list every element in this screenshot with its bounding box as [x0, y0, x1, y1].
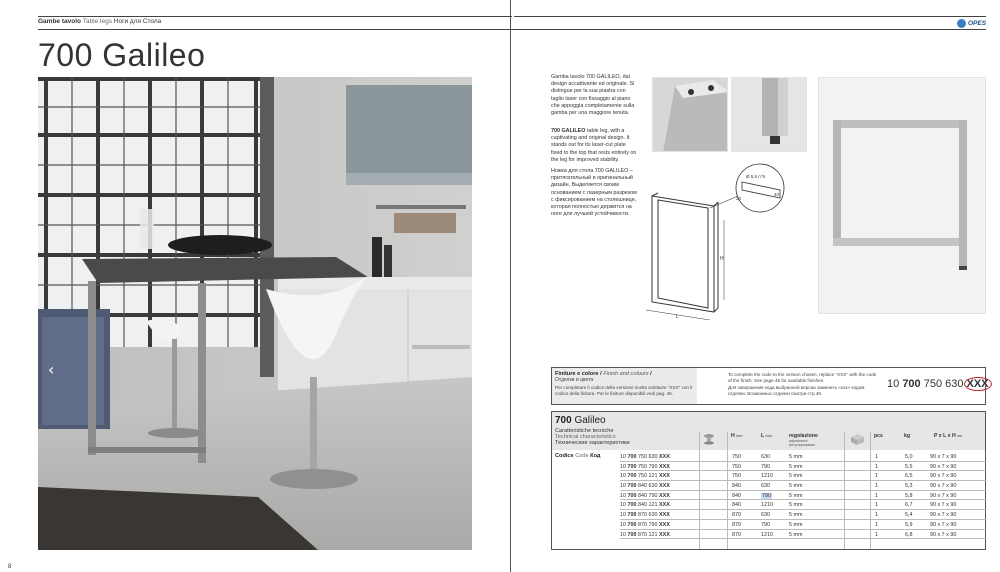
leg-detail-photo-foot	[731, 77, 807, 152]
pcs-cell: 1	[875, 473, 878, 480]
code-cell	[620, 512, 670, 518]
section-label-en: Table legs	[82, 18, 112, 25]
description-italian	[551, 74, 637, 117]
table-row	[620, 510, 986, 520]
spec-rows	[620, 452, 986, 539]
h-cell: 870	[732, 512, 741, 519]
finishes-note-en: To complete the code to the version chosen, replace "XXX" with the code of the finish. See page 46 for available finishes.	[728, 372, 877, 383]
code-finish: XXX	[659, 483, 670, 490]
code-prefix: 10	[620, 512, 626, 519]
col-adjustment-en: adjustment	[789, 439, 808, 443]
adjustment-cell: 5 mm	[789, 473, 803, 480]
pcs-cell: 1	[875, 512, 878, 519]
description-ru-lead: Ножка для стола 700 GALILEO	[551, 168, 629, 174]
code-prefix: 10	[620, 473, 626, 480]
code-number: 750 790	[638, 463, 658, 470]
l-cell: 1210	[761, 502, 773, 509]
code-number: 870 121	[638, 531, 658, 538]
kg-cell: 5,5	[905, 463, 913, 470]
code-model: 700	[627, 512, 637, 519]
col-adjustment-header: regolazione	[789, 433, 818, 439]
pcs-cell: 1	[875, 502, 878, 509]
description-english	[551, 128, 637, 164]
description-it-text: dal design accattivante ed originale. Si distingue per la sua piastra con taglio laser con fissaggio al piano che appoggia completamente sulla gamba per una maggiore tenuta.	[551, 74, 635, 117]
col-h-unit: mm	[736, 434, 743, 438]
code-finish: XXX	[659, 521, 670, 528]
dims-cell: 90 x 7 x 90	[930, 502, 957, 509]
adjustment-cell: 5 mm	[789, 463, 803, 470]
screw-icon	[702, 432, 716, 446]
col-l-label: L	[761, 433, 765, 439]
col-adjustment-ru: регулирование	[789, 443, 816, 447]
l-cell: 1210	[761, 473, 773, 480]
drawing-dim-a: 20	[736, 196, 742, 201]
brand-logo	[957, 18, 987, 28]
finishes-heading: Finiture e colore / Finish and colours /	[555, 371, 652, 377]
code-model: 700	[627, 492, 637, 499]
table-row	[620, 500, 986, 510]
col-h-header	[731, 433, 743, 439]
code-model: 700	[627, 521, 637, 528]
table-row	[620, 481, 986, 491]
leg-detail-top-illustration	[653, 78, 728, 152]
code-number: 840 790	[638, 492, 658, 499]
kg-cell: 5,0	[905, 454, 913, 460]
finish-code-model: 700	[902, 378, 921, 390]
code-label-en: Code	[575, 453, 589, 459]
spec-title-name: Galileo	[574, 415, 606, 426]
kg-cell: 6,8	[905, 531, 913, 538]
code-label-it: Codice	[555, 453, 574, 459]
pcs-cell: 1	[875, 531, 878, 538]
pcs-cell: 1	[875, 454, 878, 460]
page-gutter	[510, 0, 511, 572]
leg-product-photo	[818, 77, 986, 314]
code-prefix: 10	[620, 492, 626, 499]
page-number: 8	[8, 564, 12, 570]
drawing-l-label: L	[676, 314, 679, 320]
finish-code-example	[887, 378, 992, 390]
pcs-cell: 1	[875, 463, 878, 470]
adjustment-cell: 5 mm	[789, 492, 803, 499]
code-finish: XXX	[659, 502, 670, 509]
code-number: 840 121	[638, 502, 658, 509]
code-number: 870 790	[638, 521, 658, 528]
h-cell: 840	[732, 492, 741, 499]
code-model: 700	[627, 483, 637, 490]
dims-cell: 90 x 7 x 90	[930, 463, 957, 470]
adjustment-cell: 5 mm	[789, 454, 803, 460]
code-number: 840 630	[638, 483, 658, 490]
h-cell: 750	[732, 454, 741, 460]
finishes-note-it: Per completare il codice della versione scelta sostituire "XXX" con il codice della finitura. Per le finiture disponibili vedi pag. 46.	[555, 385, 693, 396]
code-prefix: 10	[620, 463, 626, 470]
leg-product-illustration	[819, 78, 986, 314]
dims-cell: 90 x 7 x 90	[930, 531, 957, 538]
finishes-box	[551, 367, 989, 405]
kg-cell: 5,8	[905, 492, 913, 499]
col-pxlxh-label: P x L x H	[934, 433, 956, 439]
code-finish: XXX	[659, 531, 670, 538]
drawing-plate-label: Ø 5,5 n°6	[746, 174, 766, 179]
spec-title	[555, 415, 606, 426]
technical-drawing	[640, 160, 790, 320]
code-cell	[620, 454, 670, 460]
table-row	[620, 471, 986, 481]
spec-sub-it: Caratteristiche tecniche	[555, 428, 614, 434]
code-finish: XXX	[659, 492, 670, 499]
code-prefix: 10	[620, 531, 626, 538]
col-h-label: H	[731, 433, 735, 439]
code-model: 700	[627, 454, 637, 460]
kg-cell: 6,7	[905, 502, 913, 509]
code-cell	[620, 493, 670, 499]
adjustment-cell: 5 mm	[789, 531, 803, 538]
dims-cell: 90 x 7 x 90	[930, 521, 957, 528]
section-label-it: Gambe tavolo	[38, 18, 81, 25]
spec-table	[551, 411, 986, 550]
h-cell: 870	[732, 521, 741, 528]
code-label	[555, 453, 600, 459]
code-number: 750 121	[638, 473, 658, 480]
code-model: 700	[627, 502, 637, 509]
description-russian	[551, 168, 637, 218]
dims-cell: 90 x 7 x 90	[930, 492, 957, 499]
code-cell	[620, 532, 670, 538]
table-row	[620, 520, 986, 530]
dims-cell: 90 x 7 x 90	[930, 483, 957, 490]
description-en-text: table leg, with a captivating and original design. It stands out for its laser-cut plate fixed to the top that rests entirely on the leg for improved stability.	[551, 128, 637, 163]
dims-cell: 90 x 7 x 90	[930, 512, 957, 519]
finishes-heading-block	[552, 368, 697, 404]
h-cell: 750	[732, 473, 741, 480]
col-kg-header: kg	[904, 433, 911, 439]
col-pcs-header: pcs	[874, 433, 883, 439]
col-pxlxh-header	[934, 433, 962, 439]
col-l-unit: mm	[765, 434, 772, 438]
finishes-note-ru: Для завершения кода выбранной версии заменить «ххх» кодом отделки. Возможных отделки смотри стр.46.	[728, 385, 865, 396]
pcs-cell: 1	[875, 521, 878, 528]
h-cell: 840	[732, 502, 741, 509]
code-model: 700	[627, 531, 637, 538]
header-rule	[514, 16, 986, 17]
l-cell: 630	[761, 512, 770, 519]
code-model: 700	[627, 463, 637, 470]
finishes-heading-en: Finish and colours	[603, 371, 649, 377]
code-cell	[620, 483, 670, 489]
logo-disc-icon	[957, 19, 966, 28]
l-cell: 630	[761, 483, 770, 490]
code-finish: XXX	[659, 463, 670, 470]
leg-detail-photo-top	[652, 77, 728, 152]
description-it-lead: Gamba tavolo 700 GALILEO,	[551, 74, 622, 80]
kg-cell: 5,9	[905, 521, 913, 528]
section-label-ru: Ноги для Стола	[113, 18, 162, 25]
code-prefix: 10	[620, 521, 626, 528]
pcs-cell: 1	[875, 483, 878, 490]
kg-cell: 6,5	[905, 473, 913, 480]
drawing-h-label: H	[720, 256, 724, 262]
description-ru-text: – притягательный и оригинальный дизайн, Выделяется своим основанием с лазерным разрезом с фиксированием на столешнице, которая полностью держится на ноге для лучшей устойчивости.	[551, 168, 637, 218]
h-cell: 840	[732, 483, 741, 490]
l-cell: 1210	[761, 531, 773, 538]
h-cell: 750	[732, 463, 741, 470]
code-cell	[620, 522, 670, 528]
kg-cell: 5,4	[905, 512, 913, 519]
adjustment-cell: 5 mm	[789, 483, 803, 490]
kitchen-photo-illustration	[38, 77, 472, 550]
code-label-ru: Код	[590, 453, 601, 459]
pcs-cell: 1	[875, 492, 878, 499]
brand-name: OPES	[968, 19, 987, 27]
section-header	[38, 18, 161, 25]
header-rule	[38, 29, 986, 30]
table-row	[620, 530, 986, 540]
h-cell: 870	[732, 531, 741, 538]
code-cell	[620, 473, 670, 479]
code-finish: XXX	[659, 473, 670, 480]
l-cell: 790	[761, 521, 770, 528]
col-pxlxh-unit: cm	[957, 434, 963, 438]
svg-text:‹: ‹	[48, 360, 55, 379]
code-prefix: 10	[620, 483, 626, 490]
finishes-heading-ru: Отделки и цвета	[555, 377, 594, 383]
code-prefix: 10	[620, 502, 626, 509]
col-l-header	[761, 433, 772, 439]
l-cell: 790	[761, 463, 770, 470]
drawing-dim-b: 40	[774, 192, 780, 197]
spec-sub-en: Technical characteristics	[555, 434, 616, 441]
code-cell	[620, 502, 670, 508]
finishes-heading-it: Finiture e colore	[555, 371, 599, 377]
code-number: 750 630	[638, 454, 658, 460]
description-en-lead: 700 GALILEO	[551, 128, 586, 134]
adjustment-cell: 5 mm	[789, 502, 803, 509]
finish-code-mid: 750 630	[923, 378, 964, 390]
code-prefix: 10	[620, 454, 626, 460]
dims-cell: 90 x 7 x 90	[930, 473, 957, 480]
spec-title-number: 700	[555, 415, 572, 426]
code-model: 700	[627, 473, 637, 480]
table-row	[620, 462, 986, 472]
l-cell: 790	[762, 492, 771, 499]
finish-code-placeholder: XXX	[964, 377, 992, 391]
code-number: 870 630	[638, 512, 658, 519]
finish-code-prefix: 10	[887, 378, 900, 390]
l-cell: 630	[761, 454, 770, 460]
header-rule	[38, 16, 512, 17]
code-finish: XXX	[659, 454, 670, 460]
finishes-notes	[728, 372, 878, 396]
table-row	[620, 452, 986, 462]
dims-cell: 90 x 7 x 90	[930, 454, 957, 460]
spec-sub-ru: Технические характеристики	[555, 440, 630, 447]
adjustment-cell: 5 mm	[789, 512, 803, 519]
code-finish: XXX	[659, 512, 670, 519]
kitchen-photo	[38, 77, 472, 550]
kg-cell: 5,3	[905, 483, 913, 490]
code-cell	[620, 464, 670, 470]
spec-subtitle	[555, 428, 630, 447]
adjustment-cell: 5 mm	[789, 521, 803, 528]
package-icon	[849, 432, 865, 446]
leg-detail-foot-illustration	[732, 78, 807, 152]
page-title: 700 Galileo	[38, 37, 206, 73]
table-row	[620, 491, 986, 501]
